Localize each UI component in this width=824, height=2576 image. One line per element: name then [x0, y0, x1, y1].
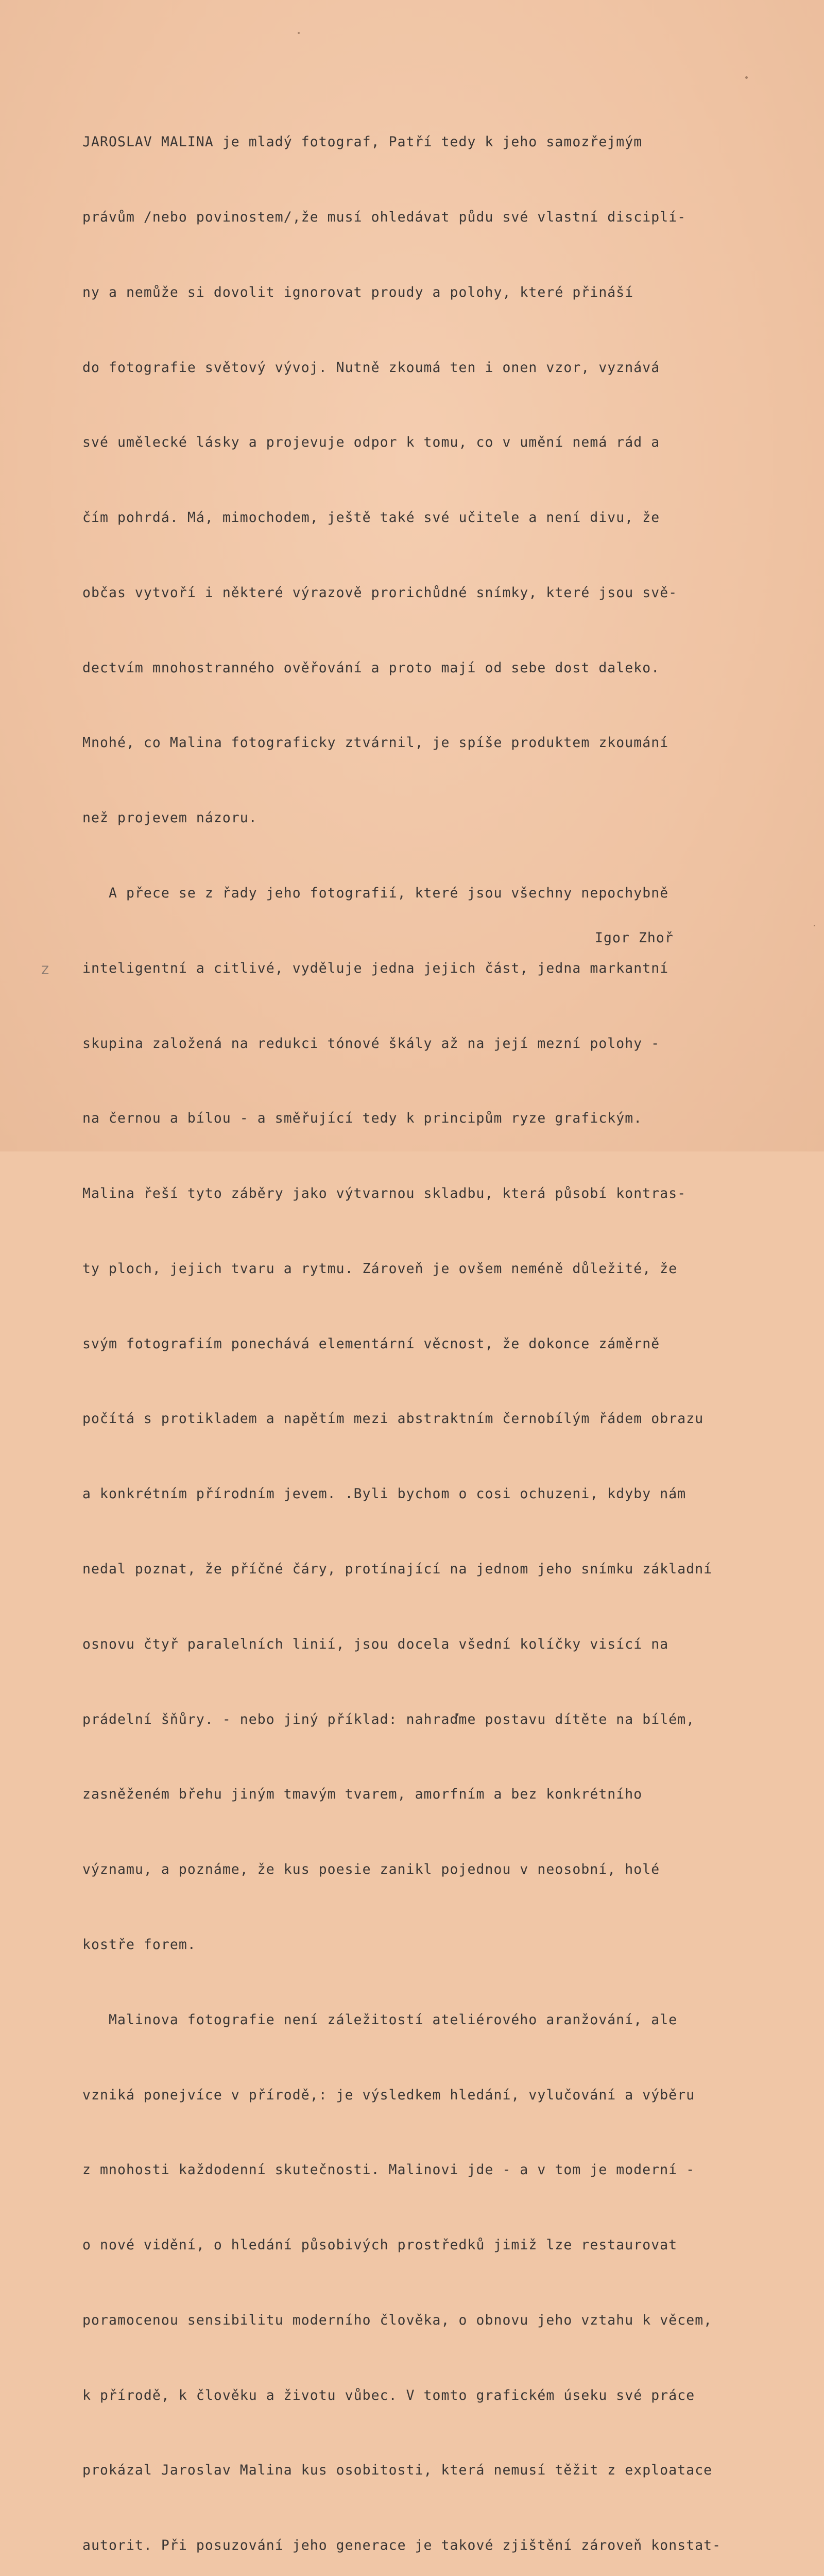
- text-line: z mnohosti každodenní skutečnosti. Malinovi jde - a v tom je moderní -: [82, 2162, 695, 2178]
- text-line: prokázal Jaroslav Malina kus osobitosti, která nemusí těžit z exploatace: [82, 2462, 713, 2479]
- text-line: dectvím mnohostranného ověřování a proto mají od sebe dost daleko.: [82, 659, 660, 676]
- text-line: čím pohrdá. Má, mimochodem, ještě také své učitele a není divu, že: [82, 510, 660, 526]
- text-line: Malina řeší tyto záběry jako výtvarnou skladbu, která působí kontras-: [82, 1185, 686, 1202]
- text-line: než projevem názoru.: [82, 810, 258, 826]
- text-line: významu, a poznáme, že kus poesie zanikl pojednou v neosobní, holé: [82, 1861, 660, 1878]
- margin-pencil-mark: Z: [41, 964, 49, 977]
- text-line: počítá s protikladem a napětím mezi abstraktním černobílým řádem obrazu: [82, 1411, 704, 1427]
- text-line: na černou a bílou - a směřující tedy k principům ryze grafickým.: [82, 1110, 643, 1127]
- text-line: k přírodě, k člověku a životu vůbec. V tomto grafickém úseku své práce: [82, 2387, 695, 2403]
- text-line: vzniká ponejvíce v přírodě,: je výsledkem hledání, vylučování a výběru: [82, 2087, 695, 2103]
- text-line: do fotografie světový vývoj. Nutně zkoumá ten i onen vzor, vyznává: [82, 359, 660, 376]
- text-line: prádelní šňůry. - nebo jiný příklad: nahraďme postavu dítěte na bílém,: [82, 1711, 695, 1727]
- text-line: autorit. Při posuzování jeho generace je takové zjištění zároveň konstat-: [82, 2537, 722, 2554]
- text-line: skupina založená na redukci tónové škály až na její mezní polohy -: [82, 1035, 660, 1052]
- text-line: ny a nemůže si dovolit ignorovat proudy a polohy, které přináší: [82, 284, 634, 300]
- text-line: kostře forem.: [82, 1936, 196, 1953]
- text-line: poramocenou sensibilitu moderního člověka, o obnovu jeho vztahu k věcem,: [82, 2312, 713, 2328]
- author-signature: Igor Zhoř: [595, 930, 674, 946]
- text-line: A přece se z řady jeho fotografií, které jsou všechny nepochybně: [82, 885, 669, 901]
- text-line: svým fotografiím ponechává elementární věcnost, že dokonce záměrně: [82, 1335, 660, 1352]
- text-line: a konkrétním přírodním jevem. .Byli bychom o cosi ochuzeni, kdyby nám: [82, 1486, 686, 1502]
- text-line: zasněženém břehu jiným tmavým tvarem, amorfním a bez konkrétního: [82, 1786, 643, 1803]
- paper-speck: [298, 32, 300, 34]
- text-line: o nové vidění, o hledání působivých prostředků jimiž lze restaurovat: [82, 2237, 678, 2253]
- text-line: inteligentní a citlivé, vyděluje jedna jejich část, jedna markantní: [82, 960, 669, 976]
- text-line: osnovu čtyř paralelních linií, jsou docela všední kolíčky visící na: [82, 1636, 669, 1652]
- typed-text-body: [82, 80, 824, 2576]
- text-line: občas vytvoří i některé výrazově prorichůdné snímky, které jsou svě-: [82, 584, 678, 601]
- text-line: nedal poznat, že příčné čáry, protínající na jednom jeho snímku základní: [82, 1561, 713, 1578]
- text-line: ty ploch, jejich tvaru a rytmu. Zároveň je ovšem neméně důležité, že: [82, 1260, 678, 1277]
- text-line: právům /nebo povinostem/,že musí ohledávat půdu své vlastní disciplí-: [82, 209, 686, 225]
- paper-speck: [745, 76, 748, 79]
- text-line: své umělecké lásky a projevuje odpor k tomu, co v umění nemá rád a: [82, 434, 660, 451]
- text-line: Malinova fotografie není záležitostí ateliérového aranžování, ale: [82, 2011, 678, 2028]
- text-line: JAROSLAV MALINA je mladý fotograf, Patří tedy k jeho samozřejmým: [82, 134, 643, 150]
- text-line: Mnohé, co Malina fotograficky ztvárnil, je spíše produktem zkoumání: [82, 735, 669, 751]
